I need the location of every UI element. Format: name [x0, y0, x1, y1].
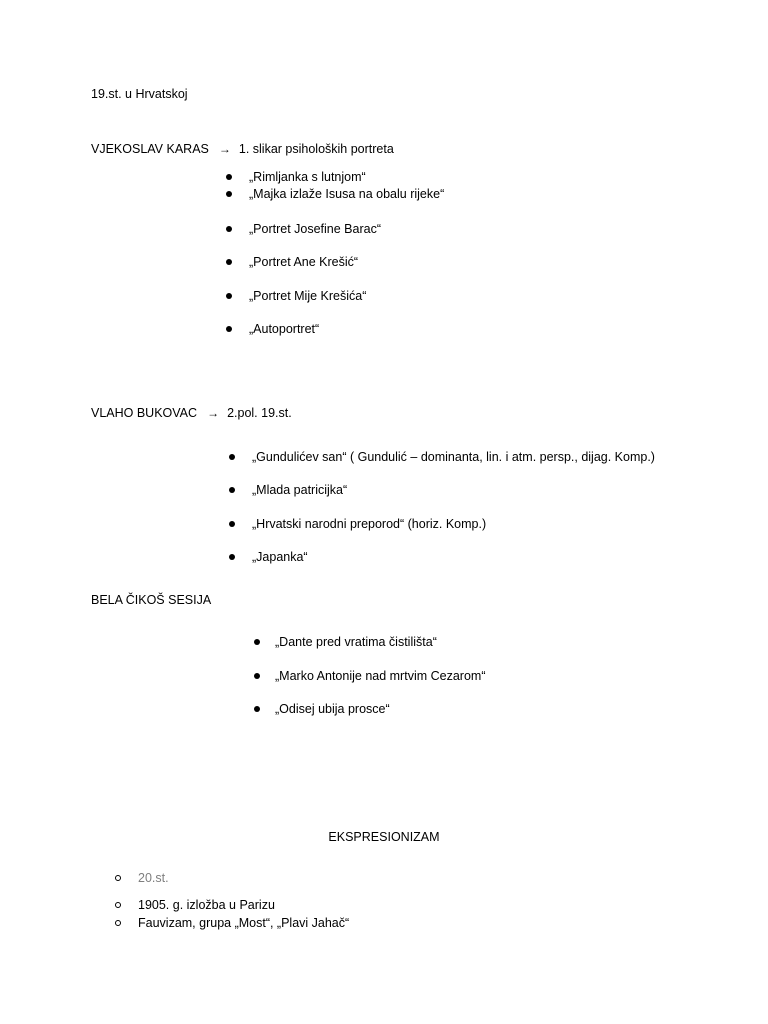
list-item: „Autoportret“ [249, 322, 320, 336]
list-item: „Marko Antonije nad mrtvim Cezarom“ [275, 669, 486, 683]
circle-bullet-icon [115, 875, 121, 881]
arrow-icon: → [207, 406, 220, 421]
list-item: „Mlada patricijka“ [252, 483, 348, 497]
bullet-icon [254, 673, 260, 679]
list-item: „Hrvatski narodni preporod“ (horiz. Komp.) [252, 517, 487, 531]
section-note: 2.pol. 19.st. [227, 406, 292, 420]
bullet-icon [229, 487, 235, 493]
bullet-icon [254, 639, 260, 645]
section-heading: EKSPRESIONIZAM [328, 830, 440, 844]
list-item: „Japanka“ [252, 550, 308, 564]
list-item: 1905. g. izložba u Parizu [138, 898, 275, 912]
artist-name: BELA ČIKOŠ SESIJA [91, 593, 212, 607]
section-note: 1. slikar psiholoških portreta [238, 142, 394, 156]
bullet-icon [226, 226, 232, 232]
artist-name: VLAHO BUKOVAC [91, 406, 198, 420]
list-item: 20.st. [138, 871, 169, 885]
bullet-icon [229, 521, 235, 527]
bullet-icon [229, 454, 235, 460]
list-item: „Portret Ane Krešić“ [249, 255, 359, 269]
list-item: „Odisej ubija prosce“ [275, 702, 390, 716]
arrow-icon: → [218, 142, 231, 157]
list-item: „Dante pred vratima čistilišta“ [275, 635, 437, 649]
bullet-icon [226, 174, 232, 180]
list-item: „Rimljanka s lutnjom“ [249, 170, 366, 184]
bullet-icon [254, 706, 260, 712]
circle-bullet-icon [115, 902, 121, 908]
section-karas-heading [91, 143, 394, 156]
list-item: Fauvizam, grupa „Most“, „Plavi Jahač“ [138, 916, 350, 930]
list-item: „Gundulićev san“ ( Gundulić – dominanta, lin. i atm. persp., dijag. Komp.) [252, 450, 655, 464]
list-item: „Majka izlaže Isusa na obalu rijeke“ [249, 187, 445, 201]
section-bukovac-heading [91, 407, 292, 420]
list-item: „Portret Josefine Barac“ [249, 222, 381, 236]
bullet-icon [229, 554, 235, 560]
bullet-icon [226, 293, 232, 299]
bullet-icon [226, 259, 232, 265]
page-title: 19.st. u Hrvatskoj [91, 87, 188, 101]
circle-bullet-icon [115, 920, 121, 926]
artist-name: VJEKOSLAV KARAS [91, 142, 209, 156]
bullet-icon [226, 326, 232, 332]
bullet-icon [226, 191, 232, 197]
list-item: „Portret Mije Krešića“ [249, 289, 367, 303]
